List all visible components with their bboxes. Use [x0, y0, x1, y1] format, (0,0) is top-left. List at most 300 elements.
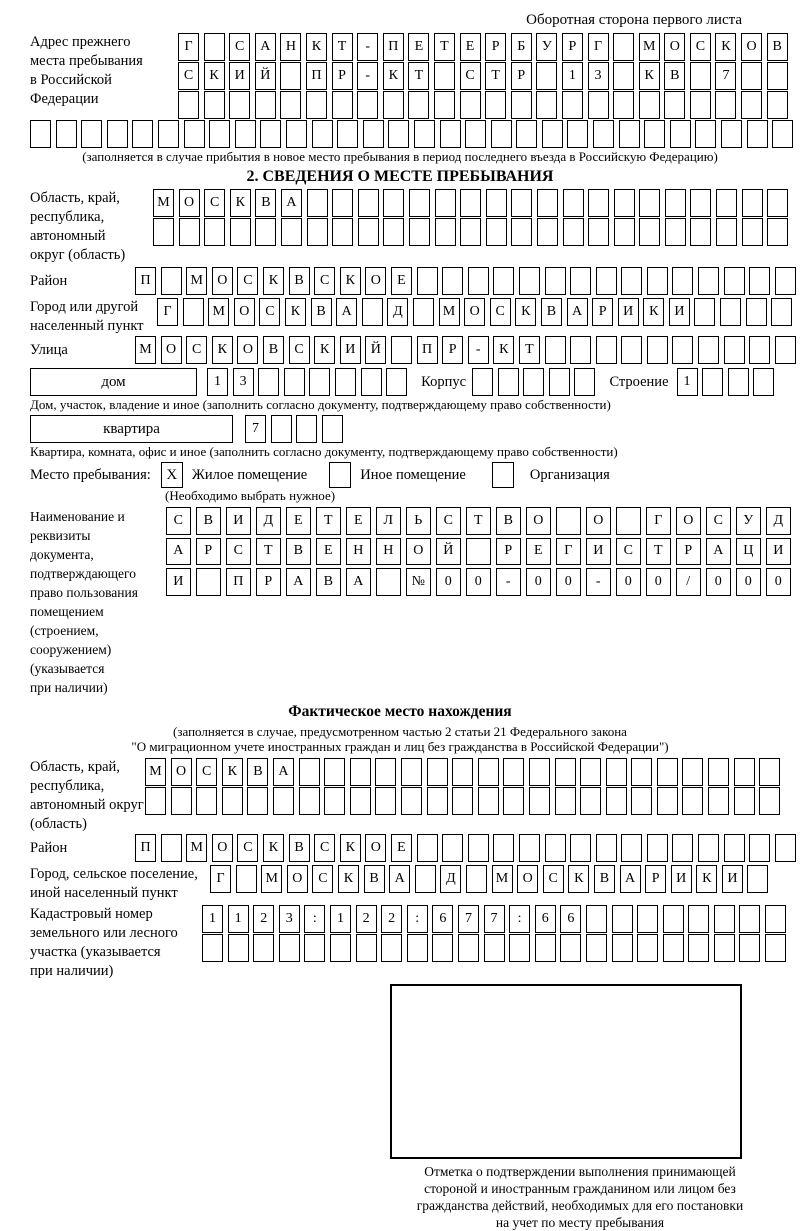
char-cell[interactable]: С: [490, 298, 511, 326]
char-cell[interactable]: [409, 218, 430, 246]
char-cell[interactable]: [81, 120, 102, 148]
char-cell[interactable]: И: [722, 865, 743, 893]
char-cell[interactable]: [503, 758, 524, 786]
char-cell[interactable]: [324, 758, 345, 786]
char-cell[interactable]: [749, 834, 770, 862]
char-cell[interactable]: [767, 189, 788, 217]
char-cell[interactable]: Й: [436, 538, 461, 566]
char-cell[interactable]: [452, 787, 473, 815]
char-cell[interactable]: 0: [556, 568, 581, 596]
char-cell[interactable]: [260, 120, 281, 148]
char-cell[interactable]: И: [229, 62, 250, 90]
char-cell[interactable]: К: [314, 336, 335, 364]
char-cell[interactable]: О: [676, 507, 701, 535]
char-cell[interactable]: [202, 934, 223, 962]
char-cell[interactable]: Й: [365, 336, 386, 364]
char-cell[interactable]: [307, 218, 328, 246]
char-cell[interactable]: [222, 787, 243, 815]
char-cell[interactable]: Б: [511, 33, 532, 61]
char-cell[interactable]: /: [676, 568, 701, 596]
char-cell[interactable]: [724, 336, 745, 364]
char-cell[interactable]: [716, 189, 737, 217]
char-cell[interactable]: [413, 298, 434, 326]
char-cell[interactable]: [386, 368, 407, 396]
char-cell[interactable]: [158, 120, 179, 148]
char-cell[interactable]: И: [166, 568, 191, 596]
char-cell[interactable]: У: [736, 507, 761, 535]
char-cell[interactable]: [775, 336, 796, 364]
char-cell[interactable]: [728, 368, 749, 396]
char-cell[interactable]: 0: [766, 568, 791, 596]
char-cell[interactable]: [545, 267, 566, 295]
char-cell[interactable]: В: [247, 758, 268, 786]
char-cell[interactable]: [529, 787, 550, 815]
char-cell[interactable]: К: [338, 865, 359, 893]
char-cell[interactable]: И: [226, 507, 251, 535]
char-cell[interactable]: [171, 787, 192, 815]
char-cell[interactable]: С: [166, 507, 191, 535]
char-cell[interactable]: Т: [408, 62, 429, 90]
char-cell[interactable]: С: [436, 507, 461, 535]
char-cell[interactable]: [772, 120, 793, 148]
char-cell[interactable]: О: [365, 834, 386, 862]
char-cell[interactable]: [184, 120, 205, 148]
char-cell[interactable]: [593, 120, 614, 148]
char-cell[interactable]: [511, 91, 532, 119]
char-cell[interactable]: [523, 368, 544, 396]
char-cell[interactable]: Е: [346, 507, 371, 535]
char-cell[interactable]: Е: [316, 538, 341, 566]
char-cell[interactable]: [742, 189, 763, 217]
char-cell[interactable]: [434, 91, 455, 119]
char-cell[interactable]: 6: [560, 905, 581, 933]
char-cell[interactable]: [468, 267, 489, 295]
char-cell[interactable]: [358, 189, 379, 217]
char-cell[interactable]: 3: [279, 905, 300, 933]
char-cell[interactable]: [409, 189, 430, 217]
char-cell[interactable]: 2: [253, 905, 274, 933]
char-cell[interactable]: [466, 538, 491, 566]
char-cell[interactable]: [458, 934, 479, 962]
char-cell[interactable]: [362, 298, 383, 326]
char-cell[interactable]: [596, 336, 617, 364]
char-cell[interactable]: [746, 298, 767, 326]
char-cell[interactable]: [280, 62, 301, 90]
char-cell[interactable]: [695, 120, 716, 148]
char-cell[interactable]: [271, 415, 292, 443]
char-cell[interactable]: К: [515, 298, 536, 326]
char-cell[interactable]: -: [496, 568, 521, 596]
char-cell[interactable]: И: [669, 298, 690, 326]
char-cell[interactable]: [299, 758, 320, 786]
char-cell[interactable]: [545, 834, 566, 862]
char-cell[interactable]: [335, 368, 356, 396]
char-cell[interactable]: [563, 189, 584, 217]
char-cell[interactable]: [465, 120, 486, 148]
char-cell[interactable]: 0: [466, 568, 491, 596]
char-cell[interactable]: Г: [646, 507, 671, 535]
char-cell[interactable]: [682, 758, 703, 786]
char-cell[interactable]: [765, 934, 786, 962]
char-cell[interactable]: Т: [332, 33, 353, 61]
char-cell[interactable]: К: [263, 834, 284, 862]
char-cell[interactable]: [153, 218, 174, 246]
char-cell[interactable]: М: [261, 865, 282, 893]
char-cell[interactable]: [739, 905, 760, 933]
char-cell[interactable]: С: [706, 507, 731, 535]
char-cell[interactable]: А: [336, 298, 357, 326]
char-cell[interactable]: Р: [562, 33, 583, 61]
char-cell[interactable]: [493, 267, 514, 295]
char-cell[interactable]: К: [263, 267, 284, 295]
char-cell[interactable]: [478, 758, 499, 786]
char-cell[interactable]: [759, 787, 780, 815]
char-cell[interactable]: 0: [736, 568, 761, 596]
char-cell[interactable]: И: [618, 298, 639, 326]
char-cell[interactable]: С: [312, 865, 333, 893]
char-cell[interactable]: [307, 189, 328, 217]
char-cell[interactable]: В: [311, 298, 332, 326]
char-cell[interactable]: [570, 336, 591, 364]
char-cell[interactable]: [312, 120, 333, 148]
char-cell[interactable]: [324, 787, 345, 815]
char-cell[interactable]: [767, 62, 788, 90]
char-cell[interactable]: [258, 368, 279, 396]
char-cell[interactable]: [619, 120, 640, 148]
char-cell[interactable]: В: [541, 298, 562, 326]
char-cell[interactable]: [734, 787, 755, 815]
char-cell[interactable]: Е: [391, 834, 412, 862]
char-cell[interactable]: Г: [210, 865, 231, 893]
char-cell[interactable]: Р: [496, 538, 521, 566]
char-cell[interactable]: О: [287, 865, 308, 893]
char-cell[interactable]: [555, 758, 576, 786]
char-cell[interactable]: [767, 91, 788, 119]
char-cell[interactable]: [375, 758, 396, 786]
char-cell[interactable]: К: [715, 33, 736, 61]
char-cell[interactable]: [432, 934, 453, 962]
char-cell[interactable]: Н: [280, 33, 301, 61]
char-cell[interactable]: [519, 267, 540, 295]
char-cell[interactable]: [563, 218, 584, 246]
char-cell[interactable]: [253, 934, 274, 962]
char-cell[interactable]: Й: [255, 62, 276, 90]
char-cell[interactable]: [381, 934, 402, 962]
char-cell[interactable]: [529, 758, 550, 786]
char-cell[interactable]: [588, 91, 609, 119]
char-cell[interactable]: [698, 267, 719, 295]
char-cell[interactable]: [230, 218, 251, 246]
char-cell[interactable]: [486, 218, 507, 246]
char-cell[interactable]: Т: [646, 538, 671, 566]
char-cell[interactable]: С: [289, 336, 310, 364]
char-cell[interactable]: [388, 120, 409, 148]
char-cell[interactable]: Р: [645, 865, 666, 893]
char-cell[interactable]: [415, 865, 436, 893]
char-cell[interactable]: 3: [233, 368, 254, 396]
char-cell[interactable]: А: [389, 865, 410, 893]
char-cell[interactable]: Р: [332, 62, 353, 90]
char-cell[interactable]: [407, 934, 428, 962]
char-cell[interactable]: О: [365, 267, 386, 295]
char-cell[interactable]: [670, 120, 691, 148]
char-cell[interactable]: [657, 758, 678, 786]
char-cell[interactable]: [183, 298, 204, 326]
char-cell[interactable]: К: [285, 298, 306, 326]
char-cell[interactable]: [516, 120, 537, 148]
char-cell[interactable]: [330, 934, 351, 962]
char-cell[interactable]: [332, 189, 353, 217]
char-cell[interactable]: [644, 120, 665, 148]
char-cell[interactable]: [749, 336, 770, 364]
char-cell[interactable]: [401, 758, 422, 786]
char-cell[interactable]: В: [767, 33, 788, 61]
char-cell[interactable]: С: [237, 834, 258, 862]
char-cell[interactable]: [613, 91, 634, 119]
char-cell[interactable]: О: [212, 267, 233, 295]
char-cell[interactable]: [537, 218, 558, 246]
char-cell[interactable]: [296, 415, 317, 443]
char-cell[interactable]: [309, 368, 330, 396]
char-cell[interactable]: В: [289, 267, 310, 295]
char-cell[interactable]: [741, 91, 762, 119]
char-cell[interactable]: [775, 267, 796, 295]
char-cell[interactable]: [588, 189, 609, 217]
char-cell[interactable]: Л: [376, 507, 401, 535]
char-cell[interactable]: [588, 218, 609, 246]
char-cell[interactable]: [721, 120, 742, 148]
char-cell[interactable]: [688, 934, 709, 962]
char-cell[interactable]: -: [586, 568, 611, 596]
char-cell[interactable]: 6: [535, 905, 556, 933]
char-cell[interactable]: [734, 758, 755, 786]
char-cell[interactable]: [747, 865, 768, 893]
char-cell[interactable]: К: [340, 267, 361, 295]
char-cell[interactable]: [107, 120, 128, 148]
char-cell[interactable]: С: [229, 33, 250, 61]
char-cell[interactable]: М: [186, 834, 207, 862]
char-cell[interactable]: А: [281, 189, 302, 217]
char-cell[interactable]: [690, 189, 711, 217]
char-cell[interactable]: [708, 758, 729, 786]
char-cell[interactable]: В: [664, 62, 685, 90]
char-cell[interactable]: [363, 120, 384, 148]
char-cell[interactable]: К: [696, 865, 717, 893]
char-cell[interactable]: [690, 218, 711, 246]
char-cell[interactable]: С: [259, 298, 280, 326]
char-cell[interactable]: [580, 787, 601, 815]
char-cell[interactable]: В: [316, 568, 341, 596]
char-cell[interactable]: [427, 758, 448, 786]
char-cell[interactable]: [273, 787, 294, 815]
char-cell[interactable]: [586, 934, 607, 962]
char-cell[interactable]: У: [536, 33, 557, 61]
char-cell[interactable]: [688, 905, 709, 933]
char-cell[interactable]: [739, 934, 760, 962]
char-cell[interactable]: [255, 91, 276, 119]
char-cell[interactable]: 1: [207, 368, 228, 396]
char-cell[interactable]: С: [178, 62, 199, 90]
char-cell[interactable]: [771, 298, 792, 326]
char-cell[interactable]: [742, 218, 763, 246]
char-cell[interactable]: [284, 368, 305, 396]
char-cell[interactable]: М: [439, 298, 460, 326]
char-cell[interactable]: [460, 218, 481, 246]
char-cell[interactable]: [228, 934, 249, 962]
char-cell[interactable]: -: [357, 62, 378, 90]
char-cell[interactable]: [204, 218, 225, 246]
char-cell[interactable]: [491, 120, 512, 148]
char-cell[interactable]: [493, 834, 514, 862]
char-cell[interactable]: [542, 120, 563, 148]
char-cell[interactable]: [204, 91, 225, 119]
char-cell[interactable]: [417, 834, 438, 862]
char-cell[interactable]: К: [204, 62, 225, 90]
char-cell[interactable]: [663, 905, 684, 933]
char-cell[interactable]: П: [417, 336, 438, 364]
char-cell[interactable]: [30, 120, 51, 148]
char-cell[interactable]: [196, 787, 217, 815]
char-cell[interactable]: [472, 368, 493, 396]
char-cell[interactable]: [596, 834, 617, 862]
char-cell[interactable]: [350, 758, 371, 786]
char-cell[interactable]: Г: [157, 298, 178, 326]
char-cell[interactable]: [468, 834, 489, 862]
char-cell[interactable]: О: [517, 865, 538, 893]
char-cell[interactable]: С: [226, 538, 251, 566]
char-cell[interactable]: О: [586, 507, 611, 535]
char-cell[interactable]: [280, 91, 301, 119]
char-cell[interactable]: [498, 368, 519, 396]
char-cell[interactable]: Р: [256, 568, 281, 596]
char-cell[interactable]: И: [671, 865, 692, 893]
char-cell[interactable]: [503, 787, 524, 815]
char-cell[interactable]: Г: [178, 33, 199, 61]
char-cell[interactable]: [639, 218, 660, 246]
char-cell[interactable]: М: [639, 33, 660, 61]
checkbox-residential[interactable]: X: [161, 462, 183, 488]
char-cell[interactable]: Г: [556, 538, 581, 566]
char-cell[interactable]: О: [526, 507, 551, 535]
char-cell[interactable]: -: [468, 336, 489, 364]
char-cell[interactable]: [485, 91, 506, 119]
char-cell[interactable]: [460, 189, 481, 217]
char-cell[interactable]: С: [314, 834, 335, 862]
char-cell[interactable]: О: [664, 33, 685, 61]
char-cell[interactable]: Е: [391, 267, 412, 295]
char-cell[interactable]: [647, 336, 668, 364]
char-cell[interactable]: Д: [766, 507, 791, 535]
char-cell[interactable]: [570, 267, 591, 295]
char-cell[interactable]: [466, 865, 487, 893]
char-cell[interactable]: [606, 787, 627, 815]
char-cell[interactable]: [720, 298, 741, 326]
char-cell[interactable]: О: [161, 336, 182, 364]
char-cell[interactable]: [616, 507, 641, 535]
char-cell[interactable]: [690, 62, 711, 90]
char-cell[interactable]: С: [204, 189, 225, 217]
char-cell[interactable]: [555, 787, 576, 815]
char-cell[interactable]: В: [594, 865, 615, 893]
char-cell[interactable]: [417, 267, 438, 295]
char-cell[interactable]: О: [237, 336, 258, 364]
char-cell[interactable]: [612, 934, 633, 962]
char-cell[interactable]: [484, 934, 505, 962]
char-cell[interactable]: [356, 934, 377, 962]
char-cell[interactable]: [702, 368, 723, 396]
checkbox-other-premises[interactable]: [329, 462, 351, 488]
char-cell[interactable]: В: [255, 189, 276, 217]
char-cell[interactable]: [775, 834, 796, 862]
char-cell[interactable]: [749, 267, 770, 295]
char-cell[interactable]: М: [153, 189, 174, 217]
char-cell[interactable]: 1: [562, 62, 583, 90]
char-cell[interactable]: К: [643, 298, 664, 326]
char-cell[interactable]: [452, 758, 473, 786]
char-cell[interactable]: К: [230, 189, 251, 217]
char-cell[interactable]: Р: [196, 538, 221, 566]
char-cell[interactable]: [614, 218, 635, 246]
char-cell[interactable]: М: [135, 336, 156, 364]
char-cell[interactable]: А: [166, 538, 191, 566]
char-cell[interactable]: [235, 120, 256, 148]
char-cell[interactable]: [442, 267, 463, 295]
char-cell[interactable]: [753, 368, 774, 396]
char-cell[interactable]: Ц: [736, 538, 761, 566]
char-cell[interactable]: 0: [646, 568, 671, 596]
char-cell[interactable]: [442, 834, 463, 862]
char-cell[interactable]: [414, 120, 435, 148]
char-cell[interactable]: [672, 267, 693, 295]
char-cell[interactable]: [765, 905, 786, 933]
char-cell[interactable]: [375, 787, 396, 815]
char-cell[interactable]: П: [135, 834, 156, 862]
char-cell[interactable]: Р: [485, 33, 506, 61]
char-cell[interactable]: [440, 120, 461, 148]
char-cell[interactable]: И: [766, 538, 791, 566]
char-cell[interactable]: 0: [526, 568, 551, 596]
char-cell[interactable]: [427, 787, 448, 815]
char-cell[interactable]: [435, 189, 456, 217]
char-cell[interactable]: [631, 787, 652, 815]
char-cell[interactable]: [621, 336, 642, 364]
char-cell[interactable]: К: [306, 33, 327, 61]
char-cell[interactable]: О: [234, 298, 255, 326]
char-cell[interactable]: [247, 787, 268, 815]
char-cell[interactable]: 1: [330, 905, 351, 933]
char-cell[interactable]: Д: [256, 507, 281, 535]
char-cell[interactable]: А: [567, 298, 588, 326]
char-cell[interactable]: [698, 834, 719, 862]
char-cell[interactable]: [586, 905, 607, 933]
char-cell[interactable]: :: [407, 905, 428, 933]
char-cell[interactable]: [401, 787, 422, 815]
char-cell[interactable]: [536, 91, 557, 119]
char-cell[interactable]: [376, 568, 401, 596]
char-cell[interactable]: [694, 298, 715, 326]
char-cell[interactable]: [639, 189, 660, 217]
char-cell[interactable]: К: [383, 62, 404, 90]
char-cell[interactable]: [255, 218, 276, 246]
char-cell[interactable]: [631, 758, 652, 786]
char-cell[interactable]: [549, 368, 570, 396]
char-cell[interactable]: В: [263, 336, 284, 364]
char-cell[interactable]: [767, 218, 788, 246]
char-cell[interactable]: [606, 758, 627, 786]
char-cell[interactable]: Е: [526, 538, 551, 566]
char-cell[interactable]: [612, 905, 633, 933]
char-cell[interactable]: С: [616, 538, 641, 566]
